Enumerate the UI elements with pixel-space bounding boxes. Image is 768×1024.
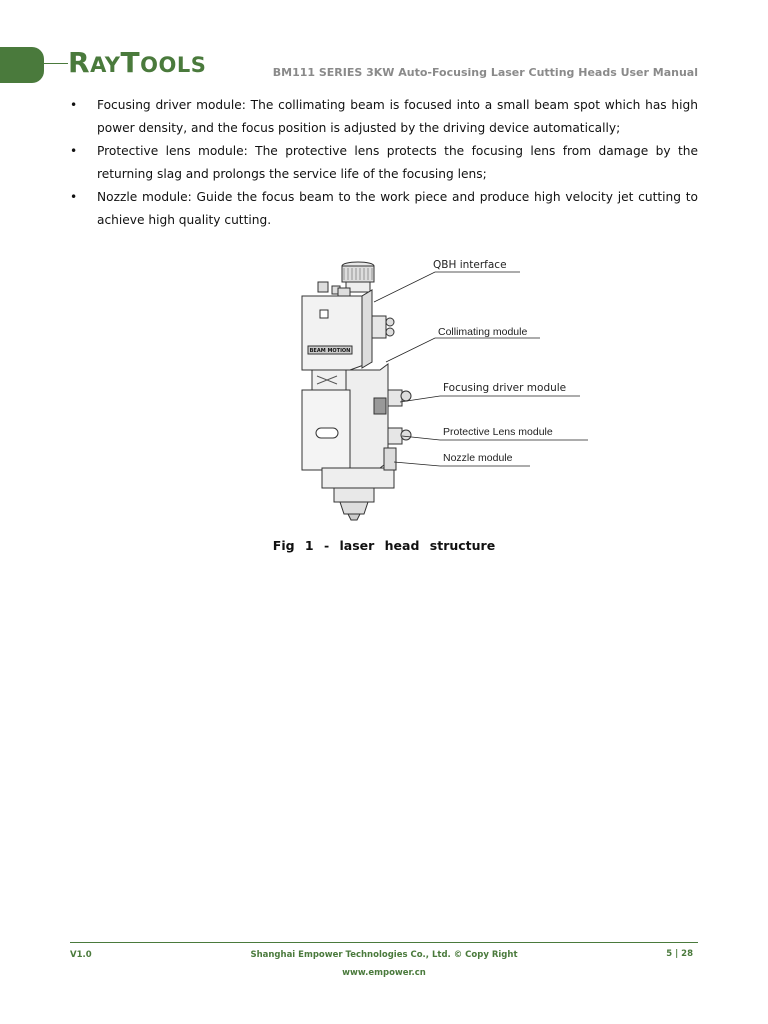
footer-website-link[interactable]: www.empower.cn bbox=[342, 968, 426, 978]
header-divider bbox=[44, 63, 68, 64]
logo-letter: R bbox=[68, 46, 91, 79]
collimating-module-label: Collimating module bbox=[438, 326, 528, 338]
bullet-icon: • bbox=[70, 190, 78, 204]
focusing-driver-module-label: Focusing driver module bbox=[443, 382, 567, 394]
list-item-text: Nozzle module: Guide the focus beam to the work piece and produce high velocity jet cutting to achieve high quality cutting. bbox=[97, 190, 698, 227]
device-label: BEAM MOTION bbox=[309, 348, 351, 354]
qbh-interface-label: QBH interface bbox=[433, 259, 507, 271]
footer-copyright: Shanghai Empower Technologies Co., Ltd. © Copy Right bbox=[250, 950, 518, 960]
logo-letters: OOLS bbox=[140, 53, 207, 77]
figure-caption: Fig 1 - laser head structure bbox=[272, 538, 496, 553]
footer-version: V1.0 bbox=[70, 950, 92, 960]
bullet-icon: • bbox=[70, 144, 78, 158]
bullet-icon: • bbox=[70, 98, 78, 112]
protective-lens-module-label: Protective Lens module bbox=[443, 426, 553, 438]
laser-head-diagram bbox=[290, 252, 590, 527]
laser-head-figure bbox=[290, 252, 590, 527]
page-number: 5 | 28 bbox=[666, 949, 693, 959]
module-description-list bbox=[70, 94, 698, 232]
logo-letters: AY bbox=[90, 53, 121, 77]
list-item-text: Focusing driver module: The collimating beam is focused into a small beam spot which has high power density, and the focus position is adjusted by the driving device automatically; bbox=[97, 98, 698, 135]
list-item bbox=[70, 94, 698, 140]
nozzle-module-label: Nozzle module bbox=[443, 452, 513, 464]
manual-title: BM111 SERIES 3KW Auto-Focusing Laser Cutting Heads User Manual bbox=[272, 66, 698, 79]
list-item bbox=[70, 140, 698, 186]
logo-letter: T bbox=[120, 46, 141, 79]
list-item bbox=[70, 186, 698, 232]
list-item-text: Protective lens module: The protective lens protects the focusing lens from damage by the returning slag and prolongs the service life of the focusing lens; bbox=[97, 144, 698, 181]
laser-head-drawing bbox=[302, 262, 411, 520]
footer-divider bbox=[70, 942, 698, 943]
header-tab-marker bbox=[0, 47, 44, 83]
raytools-logo bbox=[68, 46, 206, 79]
